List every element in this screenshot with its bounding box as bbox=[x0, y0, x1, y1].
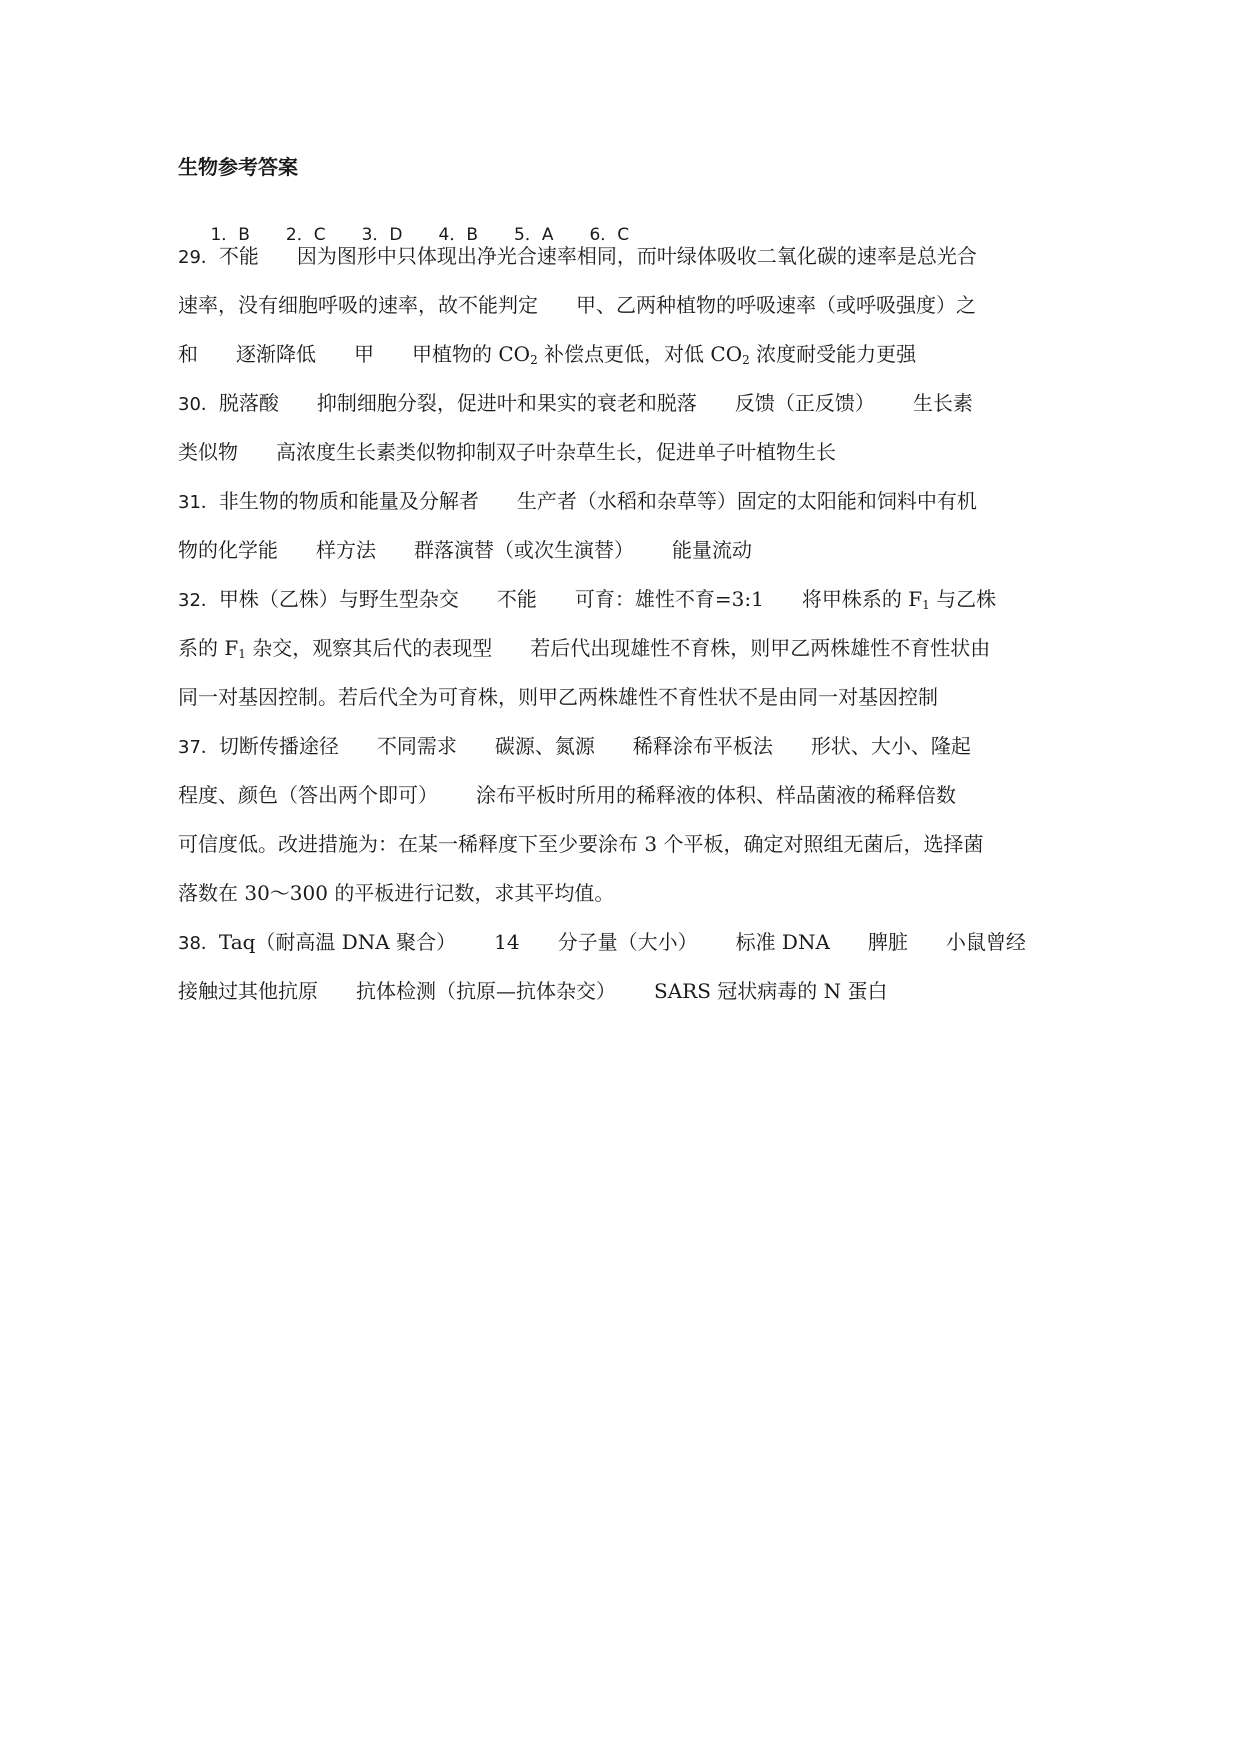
mc-answer-6: 6．C bbox=[589, 225, 630, 245]
q30-answer-1: 脱落酸 bbox=[218, 391, 279, 415]
q29-line-1 bbox=[178, 232, 1078, 281]
q38-answer-7: 抗体检测（抗原—抗体杂交） bbox=[356, 979, 616, 1003]
mc-answer-1: 1．B bbox=[210, 225, 250, 245]
q38-answer-1: Taq（耐高温 DNA 聚合） bbox=[218, 930, 457, 954]
page-title: 生物参考答案 bbox=[178, 155, 298, 179]
q32-answer-2: 不能 bbox=[496, 587, 537, 611]
q37-answer-2: 不同需求 bbox=[376, 734, 457, 758]
mc-answer-4: 4．B bbox=[438, 225, 478, 245]
q38-answer-3: 分子量（大小） bbox=[557, 930, 698, 954]
q37-answer-6: 涂布平板时所用的稀释液的体积、样品菌液的稀释倍数 bbox=[476, 783, 956, 807]
q37-number: 37． bbox=[178, 737, 219, 758]
q38-answer-8: SARS 冠状病毒的 N 蛋白 bbox=[654, 979, 888, 1003]
q29-answer-2: 因为图形中只体现出净光合速率相同，而叶绿体吸收二氧化碳的速率是总光合 bbox=[296, 244, 977, 268]
q32-answer-5: 若后代出现雄性不育株，则甲乙两株雄性不育性状由 bbox=[530, 636, 991, 660]
q32-line-1 bbox=[178, 575, 1078, 624]
q37-text: 程度、颜色（答出两个即可） bbox=[178, 783, 438, 807]
q37-line-3 bbox=[178, 820, 1078, 869]
q29-text: 补偿点更低，对低 CO bbox=[537, 342, 743, 366]
mc-answer-2: 2．C bbox=[285, 225, 326, 245]
q29-line-2 bbox=[178, 281, 1078, 330]
q32-line-3 bbox=[178, 673, 1078, 722]
q30-answer-2: 抑制细胞分裂，促进叶和果实的衰老和脱落 bbox=[316, 391, 697, 415]
q32-text: 与乙株 bbox=[929, 587, 997, 611]
q38-number: 38． bbox=[178, 933, 219, 954]
q29-text: 和 bbox=[178, 342, 198, 366]
q29-text: 浓度耐受能力更强 bbox=[749, 342, 917, 366]
q30-number: 30． bbox=[178, 394, 219, 415]
mc-answer-5: 5．A bbox=[514, 225, 554, 245]
q38-line-1 bbox=[178, 918, 1078, 967]
q37-line-4 bbox=[178, 869, 1078, 918]
q31-answer-2: 生产者（水稻和杂草等）固定的太阳能和饲料中有机 bbox=[516, 489, 977, 513]
q32-line-2 bbox=[178, 624, 1078, 673]
q37-answer-4: 稀释涂布平板法 bbox=[632, 734, 773, 758]
q32-answer-4: 将甲株系的 F bbox=[801, 587, 923, 611]
q31-number: 31． bbox=[178, 492, 219, 513]
answer-key bbox=[178, 150, 1078, 1016]
q38-text: 接触过其他抗原 bbox=[178, 979, 318, 1003]
q29-answer-4: 逐渐降低 bbox=[236, 342, 316, 366]
q37-text: 落数在 30～300 的平板进行记数，求其平均值。 bbox=[178, 881, 615, 905]
q30-line-2 bbox=[178, 428, 1078, 477]
subscript: 2 bbox=[742, 353, 750, 367]
q37-line-2 bbox=[178, 771, 1078, 820]
q37-text: 可信度低。改进措施为：在某一稀释度下至少要涂布 3 个平板，确定对照组无菌后，选择菌 bbox=[178, 832, 984, 856]
multiple-choice-answers bbox=[178, 190, 1078, 245]
q31-line-2 bbox=[178, 526, 1078, 575]
q29-number: 29． bbox=[178, 247, 219, 268]
q29-answer-3: 甲、乙两种植物的呼吸速率（或呼吸强度）之 bbox=[576, 293, 976, 317]
q29-answer-1: 不能 bbox=[218, 244, 259, 268]
q32-number: 32． bbox=[178, 590, 219, 611]
q32-text: 杂交，观察其后代的表现型 bbox=[245, 636, 493, 660]
q38-answer-6: 小鼠曾经 bbox=[945, 930, 1026, 954]
q31-answer-1: 非生物的物质和能量及分解者 bbox=[218, 489, 479, 513]
q29-answer-5: 甲 bbox=[354, 342, 374, 366]
q30-line-1 bbox=[178, 379, 1078, 428]
q31-answer-4: 群落演替（或次生演替） bbox=[414, 538, 634, 562]
q37-line-1 bbox=[178, 722, 1078, 771]
subscript: 1 bbox=[238, 647, 246, 661]
q37-answer-5: 形状、大小、隆起 bbox=[810, 734, 971, 758]
q29-text: 速率，没有细胞呼吸的速率，故不能判定 bbox=[178, 293, 538, 317]
mc-answer-3: 3．D bbox=[361, 225, 403, 245]
q32-text: 同一对基因控制。若后代全为可育株，则甲乙两株雄性不育性状不是由同一对基因控制 bbox=[178, 685, 938, 709]
q31-answer-3: 样方法 bbox=[316, 538, 376, 562]
subscript: 2 bbox=[530, 353, 538, 367]
q30-text: 类似物 bbox=[178, 440, 238, 464]
q37-answer-1: 切断传播途径 bbox=[218, 734, 339, 758]
q30-answer-4: 生长素 bbox=[912, 391, 973, 415]
q38-line-2 bbox=[178, 967, 1078, 1016]
subscript: 1 bbox=[922, 598, 930, 612]
q29-answer-6: 甲植物的 CO bbox=[412, 342, 531, 366]
q38-answer-4: 标准 DNA bbox=[735, 930, 830, 954]
q38-answer-5: 脾脏 bbox=[867, 930, 908, 954]
q38-answer-2: 14 bbox=[494, 930, 520, 954]
q37-answer-3: 碳源、氮源 bbox=[494, 734, 595, 758]
q31-answer-5: 能量流动 bbox=[672, 538, 752, 562]
q29-line-3 bbox=[178, 330, 1078, 379]
q31-line-1 bbox=[178, 477, 1078, 526]
q31-text: 物的化学能 bbox=[178, 538, 278, 562]
q30-answer-3: 反馈（正反馈） bbox=[734, 391, 875, 415]
q32-answer-1: 甲株（乙株）与野生型杂交 bbox=[218, 587, 459, 611]
q32-answer-3: 可育：雄性不育=3:1 bbox=[574, 587, 764, 611]
q30-answer-5: 高浓度生长素类似物抑制双子叶杂草生长，促进单子叶植物生长 bbox=[276, 440, 836, 464]
q32-text: 系的 F bbox=[178, 636, 239, 660]
